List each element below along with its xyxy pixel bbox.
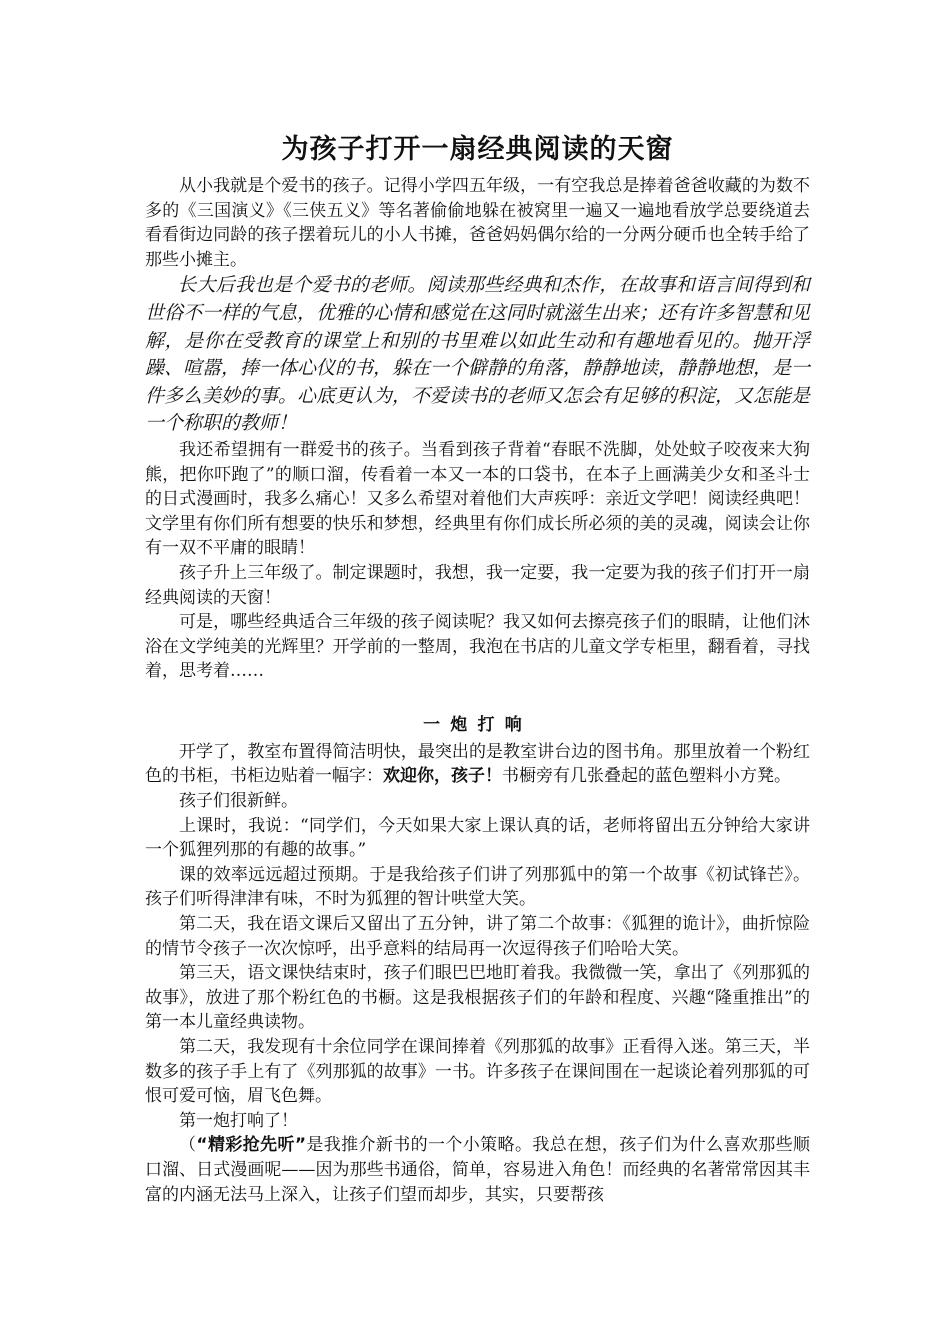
paragraph-question: 可是，哪些经典适合三年级的孩子阅读呢？我又如何去擦亮孩子们的眼睛，让他们沐浴在文学纯美的光辉里？开学前的一整周，我泡在书店的儿童文学专柜里，翻看着，寻找着，思考着……	[145, 612, 810, 682]
paragraph-strategy	[145, 1133, 810, 1207]
welcome-banner-text: 欢迎你，孩子！	[383, 766, 502, 787]
section-title: 一炮打响	[423, 714, 532, 735]
paragraph-grade-three: 孩子升上三年级了。制定课题时，我想，我一定要，我一定要为我的孩子们打开一扇经典阅读的天窗！	[145, 562, 810, 608]
paragraph-first-story: 课的效率远远超过预期。于是我给孩子们讲了列那狐中的第一个故事《初试锋芒》。孩子们听得津津有味，不时为狐狸的智计哄堂大笑。	[145, 864, 810, 910]
document-page	[145, 128, 810, 1207]
paragraph-childhood: 从小我就是个爱书的孩子。记得小学四五年级，一有空我总是捧着爸爸收藏的为数不多的《三国演义》《三侠五义》等名著偷偷地躲在被窝里一遍又一遍地看放学总要绕道去看看街边同龄的孩子摆着玩儿的小人书摊，爸爸妈妈偶尔给的一分两分硬币也全转手给了那些小摊主。	[145, 176, 810, 270]
strategy-highlight: “精彩抢先听”	[196, 1135, 307, 1156]
paragraph-fresh: 孩子们很新鲜。	[179, 791, 298, 812]
document-title: 为孩子打开一扇经典阅读的天窗	[281, 134, 674, 165]
paragraph-teacher: 长大后我也是个爱书的老师。阅读那些经典和杰作，在故事和语言间得到和世俗不一样的气息，优雅的心情和感觉在这同时就滋生出来；还有许多智慧和见解，是你在受教育的课堂上和别的书里难以如此生动和有趣地看见的。抛开浮躁、喧嚣，捧一体心仪的书，躲在一个僻静的角落，静静地读，静静地想，是一件多么美妙的事。心底更认为，不爱读书的老师又怎会有足够的积淀，又怎能是一个称职的教师！	[145, 274, 811, 435]
paragraph-hope: 我还希望拥有一群爱书的孩子。当看到孩子背着“春眠不洗脚，处处蚊子咬夜来大狗熊，把你吓跑了”的顺口溜，传看着一本又一本的口袋书，在本子上画满美少女和圣斗士的日式漫画时，我多么痛心！又多么希望对着他们大声疾呼：亲近文学吧！阅读经典吧！文学里有你们所有想要的快乐和梦想，经典里有你们成长所必须的美的灵魂，阅读会让你有一双不平庸的眼睛！	[145, 439, 810, 559]
paragraph-classroom	[145, 740, 810, 789]
strategy-open-paren: （	[179, 1135, 197, 1156]
classroom-text-after: 书橱旁有几张叠起的蓝色塑料小方凳。	[502, 766, 791, 787]
paragraph-first-success: 第一炮打响了！	[179, 1110, 298, 1131]
paragraph-third-day: 第三天，语文课快结束时，孩子们眼巴巴地盯着我。我微微一笑，拿出了《列那狐的故事》，放进了那个粉红色的书橱。这是我根据孩子们的年龄和程度、兴趣“隆重推出”的第一本儿童经典读物。	[145, 963, 810, 1033]
paragraph-reading-spread: 第二天，我发现有十余位同学在课间捧着《列那狐的故事》正看得入迷。第三天，半数多的孩子手上有了《列那狐的故事》一书。许多孩子在课间围在一起谈论着列那狐的可恨可爱可恼，眉飞色舞。	[145, 1037, 810, 1107]
section-spacer	[145, 684, 810, 706]
classroom-text-before: 开学了，教室布置得简洁明快，最突出的是教室讲台边的图书角。那里放着一个粉红色的书柜，书柜边贴着一幅字：	[145, 741, 810, 787]
strategy-text: 是我推介新书的一个小策略。我总在想，孩子们为什么喜欢那些顺口溜、日式漫画呢——因为那些书通俗，简单，容易进入角色！而经典的名著常常因其丰富的内涵无法马上深入，让孩子们望而却步，其实，只要帮孩	[145, 1135, 811, 1205]
paragraph-class-promise: 上课时，我说：“同学们，今天如果大家上课认真的话，老师将留出五分钟给大家讲一个狐狸列那的有趣的故事。”	[145, 815, 810, 861]
paragraph-second-story: 第二天，我在语文课后又留出了五分钟，讲了第二个故事：《狐狸的诡计》，曲折惊险的情节令孩子一次次惊呼，出乎意料的结局再一次逗得孩子们哈哈大笑。	[145, 914, 810, 959]
